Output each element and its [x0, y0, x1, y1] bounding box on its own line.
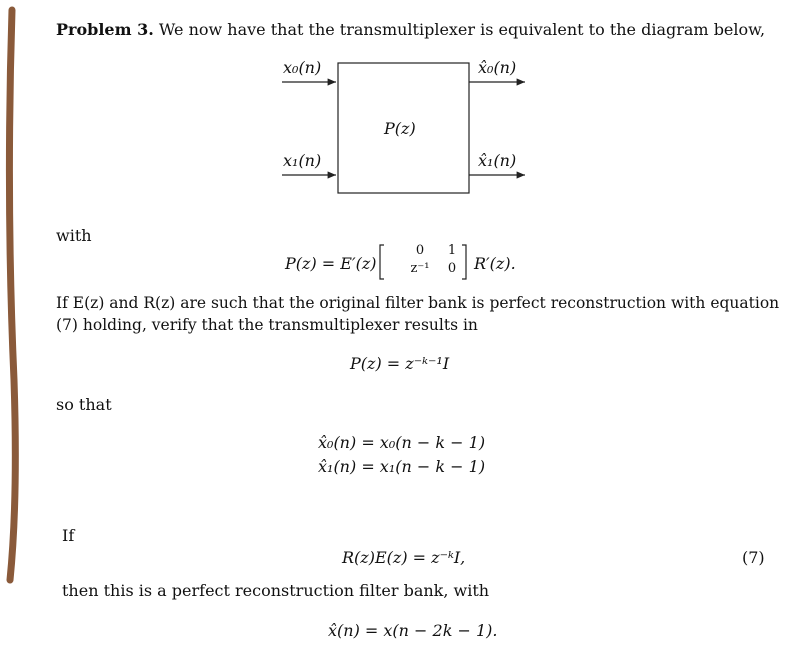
output0-label: x̂₀(n) — [478, 58, 517, 77]
block-diagram — [0, 0, 800, 220]
eq-re: R(z)E(z) = z⁻ᵏI, — [342, 548, 466, 567]
block-label: P(z) — [384, 119, 416, 138]
paragraph-line1: If E(z) and R(z) are such that the original filter bank is perfect reconstruction with equation — [56, 294, 780, 312]
eq-x0: x̂₀(n) = x₀(n − k − 1) — [318, 433, 486, 452]
eq-x1: x̂₁(n) = x₁(n − k − 1) — [318, 457, 486, 476]
if-label: If — [62, 526, 75, 545]
eq-p-right: R′(z). — [474, 254, 516, 273]
matrix-cell-b: 1 — [447, 243, 457, 258]
so-that-label: so that — [56, 395, 112, 414]
problem-title: Problem 3. — [56, 20, 154, 39]
eq-p-left: P(z) = E′(z) — [285, 254, 377, 273]
output1-label: x̂₁(n) — [478, 151, 517, 170]
input1-label: x₁(n) — [283, 151, 322, 170]
eq-final: x̂(n) = x(n − 2k − 1). — [328, 621, 498, 640]
eq-result: P(z) = z⁻ᵏ⁻¹I — [350, 354, 450, 373]
matrix-cell-c: z⁻¹ — [410, 261, 430, 276]
input0-label: x₀(n) — [283, 58, 322, 77]
with-label: with — [56, 226, 92, 245]
then-text: then this is a perfect reconstruction filter bank, with — [62, 581, 490, 600]
problem-intro: We now have that the transmultiplexer is equivalent to the diagram below, — [158, 20, 766, 39]
paragraph-line2: (7) holding, verify that the transmultiplexer results in — [56, 316, 478, 334]
matrix-cell-a: 0 — [415, 243, 425, 258]
matrix — [378, 243, 468, 281]
equation-number: (7) — [742, 548, 765, 567]
matrix-cell-d: 0 — [447, 261, 457, 276]
